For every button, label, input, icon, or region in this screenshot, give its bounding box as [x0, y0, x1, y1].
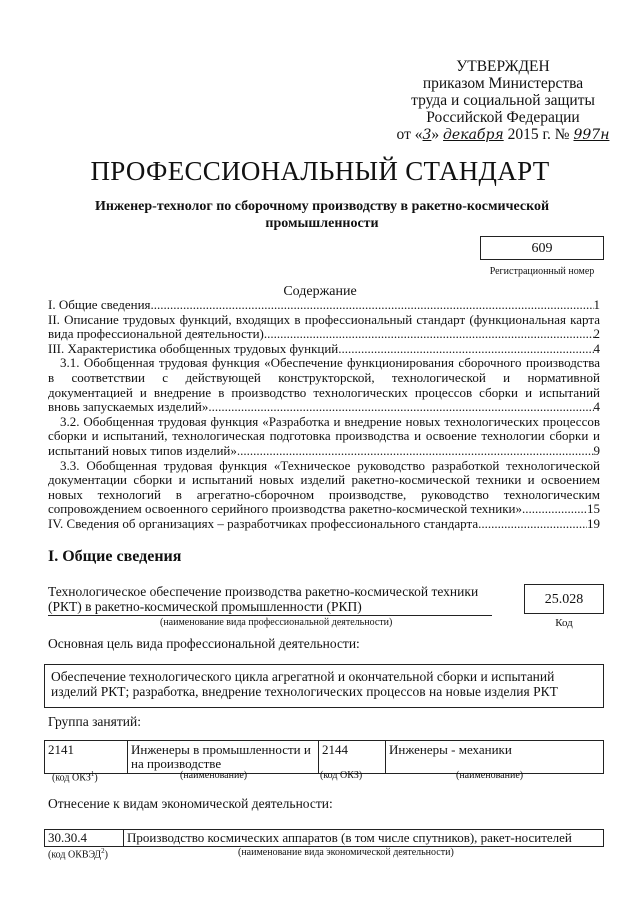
toc-item[interactable] — [48, 342, 600, 357]
approval-line-1: УТВЕРЖДЕН — [456, 58, 550, 75]
toc-item-text: III. Характеристика обобщенных трудовых функций — [48, 340, 339, 356]
occupation-name-caption: (наименование) — [456, 770, 524, 781]
table-row — [45, 830, 604, 847]
activity-kind-caption: (наименование вида профессиональной деятельности) — [160, 617, 393, 628]
date-prefix: от « — [396, 126, 423, 143]
occupation-table — [44, 740, 604, 774]
occupation-name-caption: (наименование) — [180, 770, 248, 781]
okved-code-cell: 30.30.4 — [45, 830, 124, 847]
toc-item-page: 19 — [587, 515, 600, 531]
toc-item-page: 15 — [587, 501, 600, 517]
toc-item-text: документацией и внедрение в производство технологических процессов сборки и испытаний — [48, 384, 600, 400]
divider — [48, 615, 492, 616]
table-of-contents — [48, 298, 600, 532]
toc-item-text: 3.2. Обобщенная трудовая функция «Разработка и внедрение новых технологических процессов — [60, 413, 600, 429]
economic-activity-caption: (наименование вида экономической деятельности) — [238, 847, 454, 858]
activity-code-caption: Код — [555, 617, 573, 629]
date-number: 997н — [573, 127, 610, 143]
document-title: ПРОФЕССИОНАЛЬНЫЙ СТАНДАРТ — [90, 156, 550, 186]
approval-line-2: приказом Министерства — [422, 75, 584, 92]
toc-item-text: сборки и испытаний, технологическая подготовка производства и освоение технологии сборки и — [48, 428, 600, 444]
occupation-name-cell: Инженеры в промышленности и на производстве — [128, 741, 319, 774]
toc-item-text: 3.1. Обобщенная трудовая функция «Обеспечение функционирования сборочного производства — [60, 355, 600, 371]
economic-activity-table — [44, 829, 604, 847]
okved-code-caption: (код ОКВЭД$^2$) — [48, 847, 108, 861]
toc-item-text: новых технологий в агрегатно-сборочном производстве, руководство технологическим — [48, 486, 600, 502]
section-heading: I. Общие сведения — [48, 548, 182, 565]
toc-item[interactable] — [48, 459, 600, 517]
table-row — [45, 741, 604, 774]
approval-line-4: Российской Федерации — [426, 109, 580, 126]
goal-label: Основная цель вида профессиональной деятельности: — [48, 636, 360, 651]
toc-item[interactable] — [48, 517, 600, 532]
toc-item-text: в соответствии с действующей конструкторской, технологической и нормативной — [48, 369, 600, 385]
date-year: 2015 г. № — [507, 126, 570, 143]
date-day: 3 — [422, 127, 432, 143]
registration-caption: Регистрационный номер — [489, 266, 595, 277]
toc-item-text: вновь запускаемых изделий» — [48, 399, 209, 415]
toc-item-text: II. Описание трудовых функций, входящих в профессиональный стандарт (функциональная карта — [48, 311, 600, 327]
toc-item-page: 4 — [593, 340, 600, 356]
okz-code-cell: 2141 — [45, 741, 128, 774]
toc-item-text: 3.3. Обобщенная трудовая функция «Техническое руководство разработкой технологической — [60, 457, 600, 473]
approval-line-3: труда и социальной защиты — [411, 92, 595, 109]
okz-code-cell: 2144 — [319, 741, 386, 774]
toc-item[interactable] — [48, 298, 600, 313]
economic-activity-name-cell: Производство космических аппаратов (в том числе спутников), ракет-носителей — [124, 830, 604, 847]
toc-item[interactable] — [48, 313, 600, 342]
toc-item-text: IV. Сведения об организациях – разработчиках профессионального стандарта — [48, 515, 479, 531]
date-mid: » — [431, 126, 440, 143]
toc-item[interactable] — [48, 356, 600, 414]
activity-kind-name: Технологическое обеспечение производства ракетно-космической техники (РКТ) в ракетно-космической промышленности (РКП) — [48, 584, 479, 614]
toc-item-page: 9 — [593, 442, 600, 458]
toc-item-text: документации сборки и испытаний новых изделий ракетно-космической техники и освоением — [48, 472, 600, 488]
toc-item-text: I. Общие сведения — [48, 297, 151, 312]
economic-activity-label: Отнесение к видам экономической деятельности: — [48, 796, 333, 811]
toc-heading: Содержание — [283, 284, 357, 299]
toc-item-text: испытаний новых типов изделий» — [48, 442, 237, 458]
okz-code-caption: (код ОКЗ) — [320, 770, 363, 781]
occupation-group-label: Группа занятий: — [48, 714, 141, 729]
okz-code-caption: (код ОКЗ$^1$) — [52, 770, 98, 784]
toc-item-page: 4 — [593, 399, 600, 415]
toc-item-text: сопровождением освоенного серийного производства ракетно-космической техники» — [48, 501, 522, 517]
date-month: декабря — [443, 127, 504, 143]
approval-date — [388, 126, 618, 144]
toc-item-page: 2 — [593, 326, 600, 342]
activity-code-box: 25.028 — [524, 584, 604, 614]
toc-item-page: 1 — [593, 297, 600, 312]
approval-block — [388, 58, 618, 144]
document-subtitle: Инженер-технолог по сборочному производству в ракетно-космической промышленности — [94, 199, 550, 231]
toc-item-text: вида профессиональной деятельности) — [48, 326, 264, 342]
goal-text-box: Обеспечение технологического цикла агрегатной и окончательной сборки и испытаний изделий РКТ; разработка, внедрение технологических процессов на новые изделия РКТ — [44, 664, 604, 708]
occupation-name-cell: Инженеры - механики — [386, 741, 604, 774]
toc-item[interactable] — [48, 415, 600, 459]
registration-number-box: 609 — [480, 236, 604, 260]
